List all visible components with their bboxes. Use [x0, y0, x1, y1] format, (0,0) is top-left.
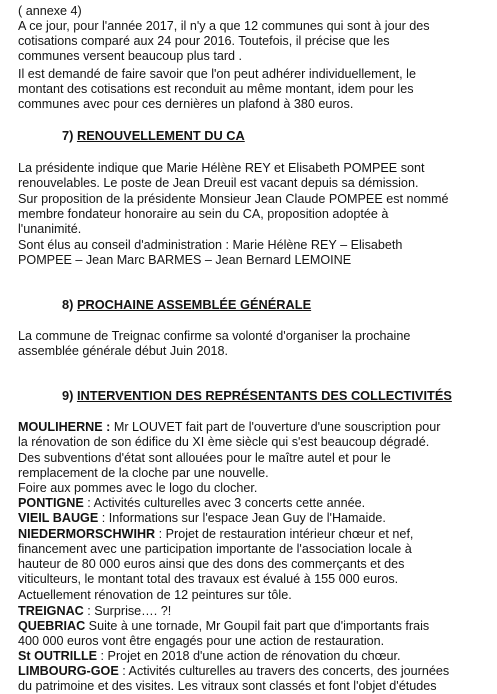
commune-name: VIEIL BAUGE	[18, 511, 99, 525]
entry-line: Actuellement rénovation de 12 peintures sur tôle.	[18, 588, 292, 602]
entry-line: Foire aux pommes avec le logo du clocher.	[18, 481, 258, 495]
section-8-line: La commune de Treignac confirme sa volonté d'organiser la prochaine	[18, 329, 411, 343]
entry-line: financement avec une participation importante de l'association locale à	[18, 542, 412, 556]
commune-name: St OUTRILLE	[18, 649, 98, 663]
commune-name: LIMBOURG-GOE	[18, 664, 119, 678]
section-7-heading	[62, 129, 245, 144]
entry-line: NIEDERMORSCHWIHR : Projet de restauration intérieur chœur et nef,	[18, 527, 414, 541]
intro-line: Il est demandé de faire savoir que l'on peut adhérer individuellement, le	[18, 67, 416, 81]
section-7-line: POMPEE – Jean Marc BARMES – Jean Bernard LEMOINE	[18, 253, 352, 267]
section-number: 7)	[62, 128, 74, 143]
entry-line: la rénovation de son édifice du XI ème siècle qui s'est beaucoup dégradé.	[18, 435, 430, 449]
section-title: RENOUVELLEMENT DU CA	[76, 128, 245, 143]
commune-name: NIEDERMORSCHWIHR	[18, 527, 156, 541]
entry-line: LIMBOURG-GOE : Activités culturelles au travers des concerts, des journées	[18, 664, 450, 678]
section-7-line: La présidente indique que Marie Hélène REY et Elisabeth POMPEE sont	[18, 161, 425, 175]
entry-line: du patrimoine et des visites. Les vitraux sont classés et font l'objet d'études	[18, 679, 437, 693]
commune-name: QUEBRIAC	[18, 619, 86, 633]
entry-line: viticulteurs, le montant total des travaux est évalué à 155 000 euros.	[18, 572, 399, 586]
entry-line: 400 000 euros vont être engagés pour une action de restauration.	[18, 634, 385, 648]
intro-line: cotisations comparé aux 24 pour 2016. Toutefois, il précise que les	[18, 34, 390, 48]
section-title: INTERVENTION DES REPRÉSENTANTS DES COLLECTIVITÉS	[76, 388, 452, 403]
section-8-line: assemblée générale début Juin 2018.	[18, 344, 229, 358]
commune-name: PONTIGNE	[18, 496, 84, 510]
intro-line: communes versent beaucoup plus tard .	[18, 49, 243, 63]
annex-reference: ( annexe 4)	[18, 4, 82, 18]
entry-line: remplacement de la cloche par une nouvelle.	[18, 466, 269, 480]
section-number: 9)	[62, 388, 74, 403]
section-7-line: Sur proposition de la présidente Monsieur Jean Claude POMPEE est nommé	[18, 192, 449, 206]
section-7-line: membre fondateur honoraire au sein du CA, proposition adoptée à	[18, 207, 389, 221]
entry-line: St OUTRILLE : Projet en 2018 d'une action de rénovation du chœur.	[18, 649, 401, 663]
intro-line: montant des cotisations est reconduit au même montant, idem pour les	[18, 82, 414, 96]
commune-name: TREIGNAC	[18, 604, 84, 618]
section-7-line: Sont élus au conseil d'administration : Marie Hélène REY – Elisabeth	[18, 238, 403, 252]
section-8-heading	[62, 298, 311, 313]
section-7-line: renouvelables. Le poste de Jean Dreuil est vacant depuis sa démission.	[18, 176, 419, 190]
section-title: PROCHAINE ASSEMBLÉE GÉNÉRALE	[76, 297, 312, 312]
entry-line: PONTIGNE : Activités culturelles avec 3 concerts cette année.	[18, 496, 366, 510]
entry-line: TREIGNAC : Surprise…. ?!	[18, 604, 172, 618]
entry-line: VIEIL BAUGE : Informations sur l'espace Jean Guy de l'Hamaide.	[18, 511, 386, 525]
entry-line: MOULIHERNE : Mr LOUVET fait part de l'ouverture d'une souscription pour	[18, 420, 441, 434]
entry-line: Des subventions d'état sont allouées pour le maître autel et pour le	[18, 451, 391, 465]
intro-line: communes avec pour ces dernières un plafond à 380 euros.	[18, 97, 354, 111]
section-number: 8)	[62, 297, 74, 312]
commune-name: MOULIHERNE :	[18, 420, 111, 434]
entry-line: QUEBRIAC Suite à une tornade, Mr Goupil fait part que d'importants frais	[18, 619, 430, 633]
intro-line: A ce jour, pour l'année 2017, il n'y a que 12 communes qui sont à jour des	[18, 19, 430, 33]
entry-line: hauteur de 80 000 euros ainsi que des dons des commerçants et des	[18, 557, 405, 571]
section-9-heading	[62, 389, 452, 404]
section-7-line: l'unanimité.	[18, 222, 82, 236]
